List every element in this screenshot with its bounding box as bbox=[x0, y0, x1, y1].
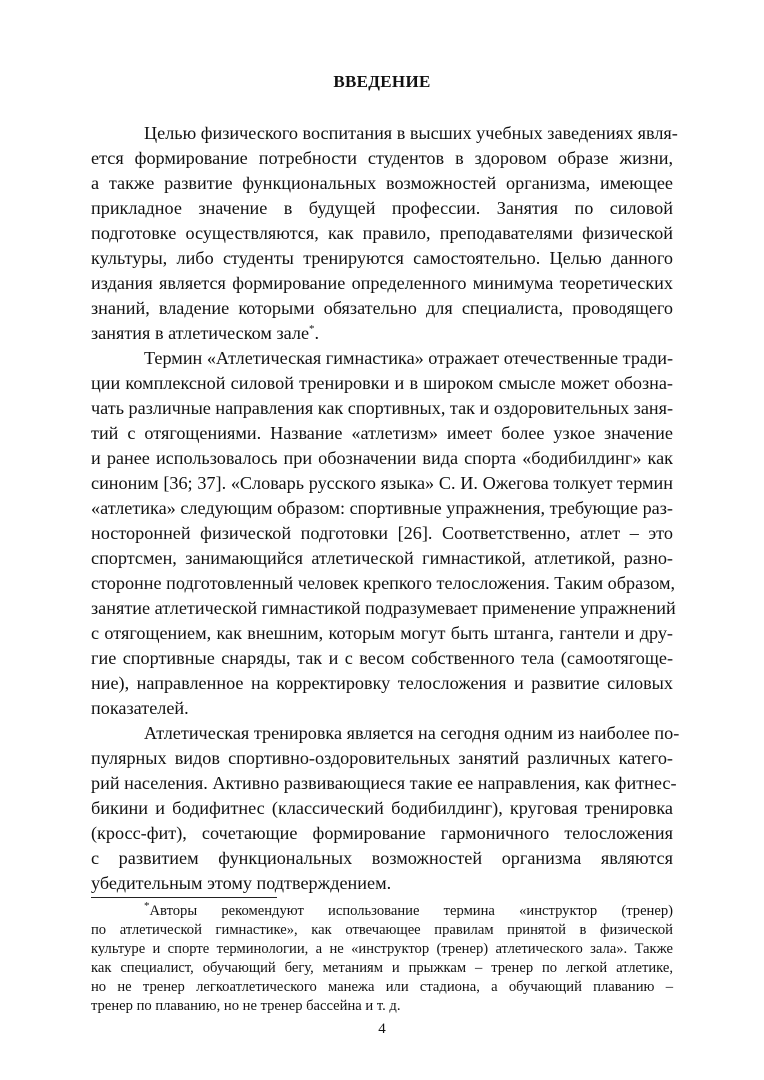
footnote-reference-mark: * bbox=[309, 322, 315, 335]
footnote-line-3: культуре и спорте терминологии, а не «инструктор (тренер) атлетического зала». Также bbox=[91, 941, 673, 957]
paragraph-2-line-7: «атлетика» следующим образом: спортивные упражнения, требующие раз- bbox=[91, 498, 673, 518]
footnote-line-6: тренер по плаванию, но не тренер бассейна и т. д. bbox=[91, 998, 401, 1014]
paragraph-2-line-11: занятие атлетической гимнастикой подразумевает применение упражнений bbox=[91, 598, 676, 618]
paragraph-1-line-5: подготовке осуществляются, как правило, преподавателями физической bbox=[91, 223, 673, 243]
paragraph-3-line-5: (кросс-фит), сочетающие формирование гармоничного телосложения bbox=[91, 823, 673, 843]
paragraph-2-line-14: ние), направленное на корректировку телосложения и развитие силовых bbox=[91, 673, 673, 693]
footnote-divider bbox=[91, 897, 277, 898]
paragraph-1-line-1: Целью физического воспитания в высших учебных заведениях явля- bbox=[144, 123, 678, 143]
paragraph-2-line-5: и ранее использовалось при обозначении вида спорта «бодибилдинг» как bbox=[91, 448, 673, 468]
paragraph-1-line-8: знаний, владение которыми обязательно для специалиста, проводящего bbox=[91, 298, 673, 318]
paragraph-2-line-10: сторонне подготовленный человек крепкого телосложения. Таким образом, bbox=[91, 573, 676, 593]
paragraph-2-line-9: спортсмен, занимающийся атлетической гимнастикой, атлетикой, разно- bbox=[91, 548, 673, 568]
paragraph-1-line-9 bbox=[91, 321, 673, 346]
body-text bbox=[91, 121, 680, 896]
paragraph-1-line-9-tail: . bbox=[314, 323, 320, 343]
paragraph-1-line-6: культуры, либо студенты тренируются самостоятельно. Целью данного bbox=[91, 248, 673, 268]
footnote-line-2: по атлетической гимнастике», как отвечающее правилам принятой в физической bbox=[91, 922, 673, 938]
paragraph-2-line-4: тий с отягощениями. Название «атлетизм» имеет более узкое значение bbox=[91, 423, 673, 443]
paragraph-3-line-4: бикини и бодифитнес (классический бодибилдинг), круговая тренировка bbox=[91, 798, 673, 818]
document-page bbox=[91, 0, 680, 1080]
paragraph-1-line-2: ется формирование потребности студентов в здоровом образе жизни, bbox=[91, 148, 673, 168]
footnote-line-4: как специалист, обучающий бегу, метаниям и прыжкам – тренер по легкой атлетике, bbox=[91, 960, 673, 976]
footnote-line-1 bbox=[91, 902, 673, 921]
paragraph-1-line-3: а также развитие функциональных возможностей организма, имеющее bbox=[91, 173, 673, 193]
paragraph-3-line-3: рий населения. Активно развивающиеся такие ее направления, как фитнес- bbox=[91, 773, 677, 793]
paragraph-1-line-4: прикладное значение в будущей профессии. Занятия по силовой bbox=[91, 198, 673, 218]
page-title: ВВЕДЕНИЕ bbox=[333, 72, 431, 91]
paragraph-3-line-1: Атлетическая тренировка является на сегодня одним из наиболее по- bbox=[144, 723, 680, 743]
footnote-line-5: но не тренер легкоатлетического манежа или стадиона, а обучающий плаванию – bbox=[91, 979, 673, 995]
paragraph-2-line-12: с отягощением, как внешним, которым могут быть штанга, гантели и дру- bbox=[91, 623, 673, 643]
paragraph-2-line-15: показателей. bbox=[91, 698, 189, 718]
paragraph-3-line-2: пулярных видов спортивно-оздоровительных занятий различных катего- bbox=[91, 748, 673, 768]
footnote bbox=[91, 902, 673, 1016]
footnote-line-1-text: Авторы рекомендуют использование термина «инструктор (тренер) bbox=[149, 903, 673, 919]
paragraph-2-line-13: гие спортивные снаряды, так и с весом собственного тела (самоотягоще- bbox=[91, 648, 673, 668]
page-number: 4 bbox=[378, 1021, 386, 1037]
footnote-marker: * bbox=[144, 900, 150, 913]
paragraph-3-line-6: с развитием функциональных возможностей организма являются bbox=[91, 848, 673, 868]
paragraph-2-line-2: ции комплексной силовой тренировки и в широком смысле может обозна- bbox=[91, 373, 673, 393]
paragraph-3-line-7: убедительным этому подтверждением. bbox=[91, 873, 392, 893]
paragraph-2-line-8: носторонней физической подготовки [26]. Соответственно, атлет – это bbox=[91, 523, 673, 543]
paragraph-2-line-6: синоним [36; 37]. «Словарь русского языка» С. И. Ожегова толкует термин bbox=[91, 473, 673, 493]
paragraph-1-line-7: издания является формирование определенного минимума теоретических bbox=[91, 273, 673, 293]
paragraph-1-line-9-text: занятия в атлетическом зале bbox=[91, 323, 310, 343]
paragraph-2-line-3: чать различные направления как спортивных, так и оздоровительных заня- bbox=[91, 398, 674, 418]
paragraph-2-line-1: Термин «Атлетическая гимнастика» отражает отечественные тради- bbox=[144, 348, 674, 368]
